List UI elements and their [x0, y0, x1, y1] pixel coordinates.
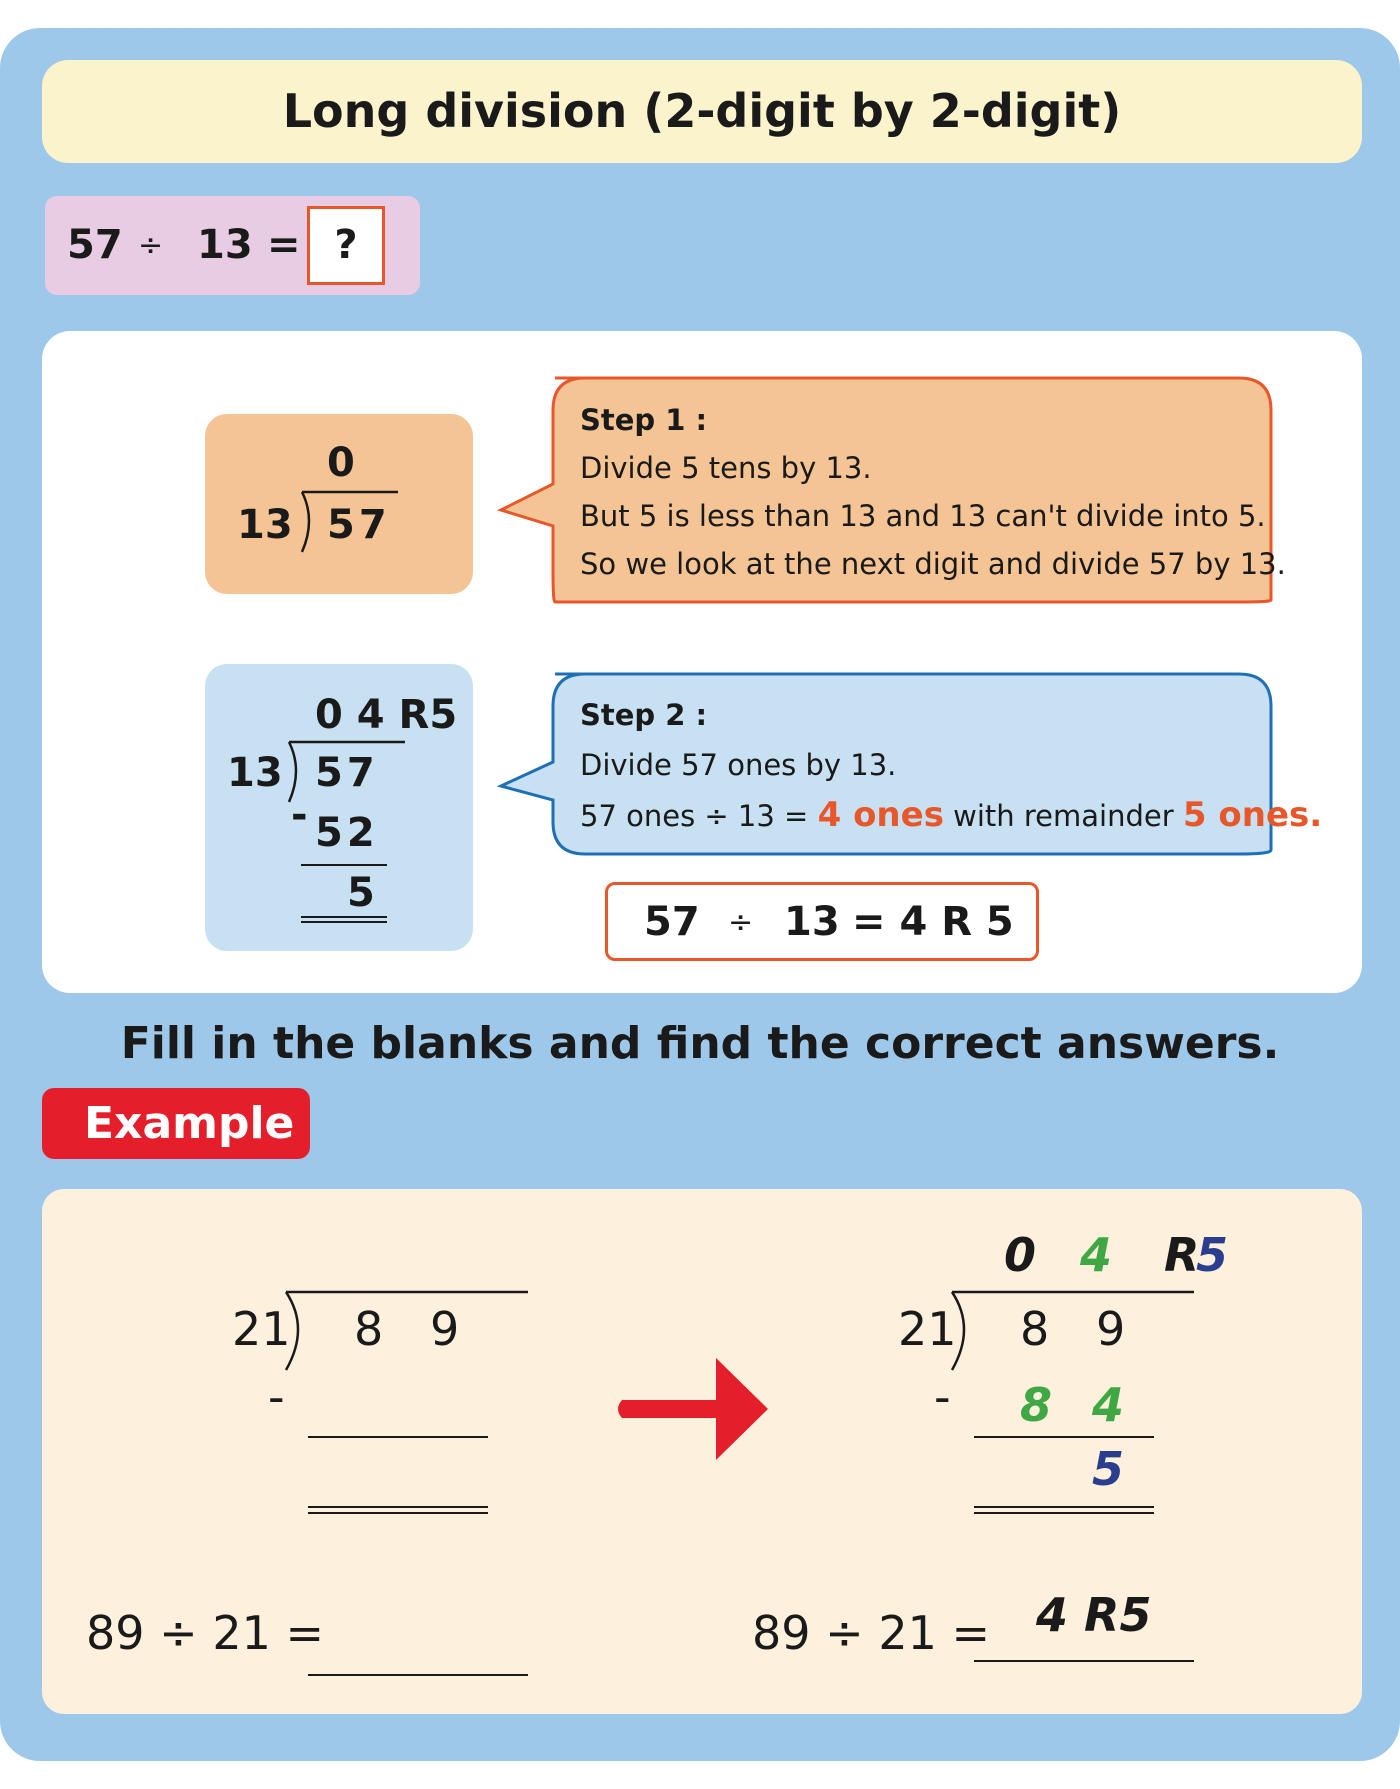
step2-quotient-highlight: 4 ones [817, 795, 944, 835]
example-right-remainder: 5 [1092, 1442, 1125, 1496]
step1-line-1: Divide 5 tens by 13. [580, 451, 872, 485]
step2-heading: Step 2 : [580, 698, 708, 732]
example-left-answer-line[interactable] [308, 1674, 528, 1676]
question-dividend: 57 [67, 222, 123, 268]
example-right-subtract-line [974, 1436, 1154, 1438]
step1-text [580, 396, 1286, 588]
question-divide-sign: ÷ [138, 228, 164, 263]
result-answer: = 4 R 5 [852, 899, 1014, 945]
arrow-right-icon [612, 1358, 772, 1460]
example-right-division-bracket [950, 1290, 1196, 1380]
step2-line-2-mid: with remainder [953, 799, 1174, 833]
question-box [45, 196, 420, 295]
step1-line-2: But 5 is less than 13 and 13 can't divide into 5. [580, 499, 1266, 533]
step2-minus-sign: - [291, 792, 308, 838]
example-left-minus-sign: - [268, 1370, 285, 1424]
example-right-answer-line [974, 1660, 1194, 1662]
step1-dividend: 57 [327, 502, 391, 548]
result-divide-sign: ÷ [728, 905, 754, 940]
example-right-final-line-2 [974, 1512, 1154, 1514]
answer-blank[interactable]: ? [307, 206, 385, 285]
step2-line-2 [580, 790, 1322, 841]
question-divisor: 13 [197, 222, 253, 268]
result-divisor: 13 [784, 899, 840, 945]
example-right-quotient-ones: 4 [1080, 1228, 1113, 1282]
step2-line-2-start: 57 ones ÷ 13 = [580, 799, 809, 833]
example-left-digit-ones: 9 [430, 1302, 460, 1356]
step2-dividend: 57 [315, 750, 379, 796]
step1-work-tile [205, 414, 473, 594]
example-right-digit-tens: 8 [1020, 1302, 1050, 1356]
step2-final-line-1 [301, 916, 387, 918]
instruction-text: Fill in the blanks and find the correct answers. [120, 1018, 1280, 1069]
example-left-divisor: 21 [232, 1302, 291, 1356]
step2-divisor: 13 [227, 750, 283, 796]
example-right-divisor: 21 [898, 1302, 957, 1356]
example-right-answer: 4 R5 [1036, 1588, 1152, 1642]
step1-heading: Step 1 : [580, 403, 708, 437]
step1-quotient: 0 [327, 440, 355, 486]
example-right-subtract-ones: 4 [1092, 1378, 1125, 1432]
step2-text [580, 690, 1322, 841]
example-left-final-line-2 [308, 1512, 488, 1514]
step2-work-tile [205, 664, 473, 951]
example-left-final-line-1[interactable] [308, 1506, 488, 1508]
step2-remainder: 5 [347, 870, 375, 916]
example-left-division-bracket [284, 1290, 530, 1380]
page-title: Long division (2-digit by 2-digit) [42, 60, 1362, 163]
step2-quotient: 0 4 R5 [315, 692, 458, 738]
question-equals: = [267, 222, 301, 268]
example-label: Example [42, 1088, 310, 1159]
example-right-remainder-label: R [1164, 1228, 1200, 1282]
step1-division-bracket [300, 490, 400, 560]
example-right-equation: 89 ÷ 21 = [752, 1606, 991, 1660]
example-left-equation: 89 ÷ 21 = [86, 1606, 325, 1660]
example-right-remainder-value: 5 [1196, 1228, 1229, 1282]
step1-line-3: So we look at the next digit and divide 57 by 13. [580, 547, 1286, 581]
example-right-subtract-tens: 8 [1020, 1378, 1053, 1432]
example-left-digit-tens: 8 [354, 1302, 384, 1356]
example-right-digit-ones: 9 [1096, 1302, 1126, 1356]
example-right-minus-sign: - [934, 1370, 951, 1424]
step2-line-1: Divide 57 ones by 13. [580, 748, 897, 782]
result-box [605, 882, 1039, 961]
example-right-quotient-tens: 0 [1004, 1228, 1037, 1282]
example-right-final-line-1 [974, 1506, 1154, 1508]
result-dividend: 57 [644, 899, 700, 945]
example-left-subtract-line[interactable] [308, 1436, 488, 1438]
step2-final-line-2 [301, 921, 387, 923]
step2-subtract-line [301, 864, 387, 866]
step2-subtract-value: 52 [315, 810, 379, 856]
step2-remainder-highlight: 5 ones. [1182, 795, 1323, 835]
step1-divisor: 13 [237, 502, 293, 548]
